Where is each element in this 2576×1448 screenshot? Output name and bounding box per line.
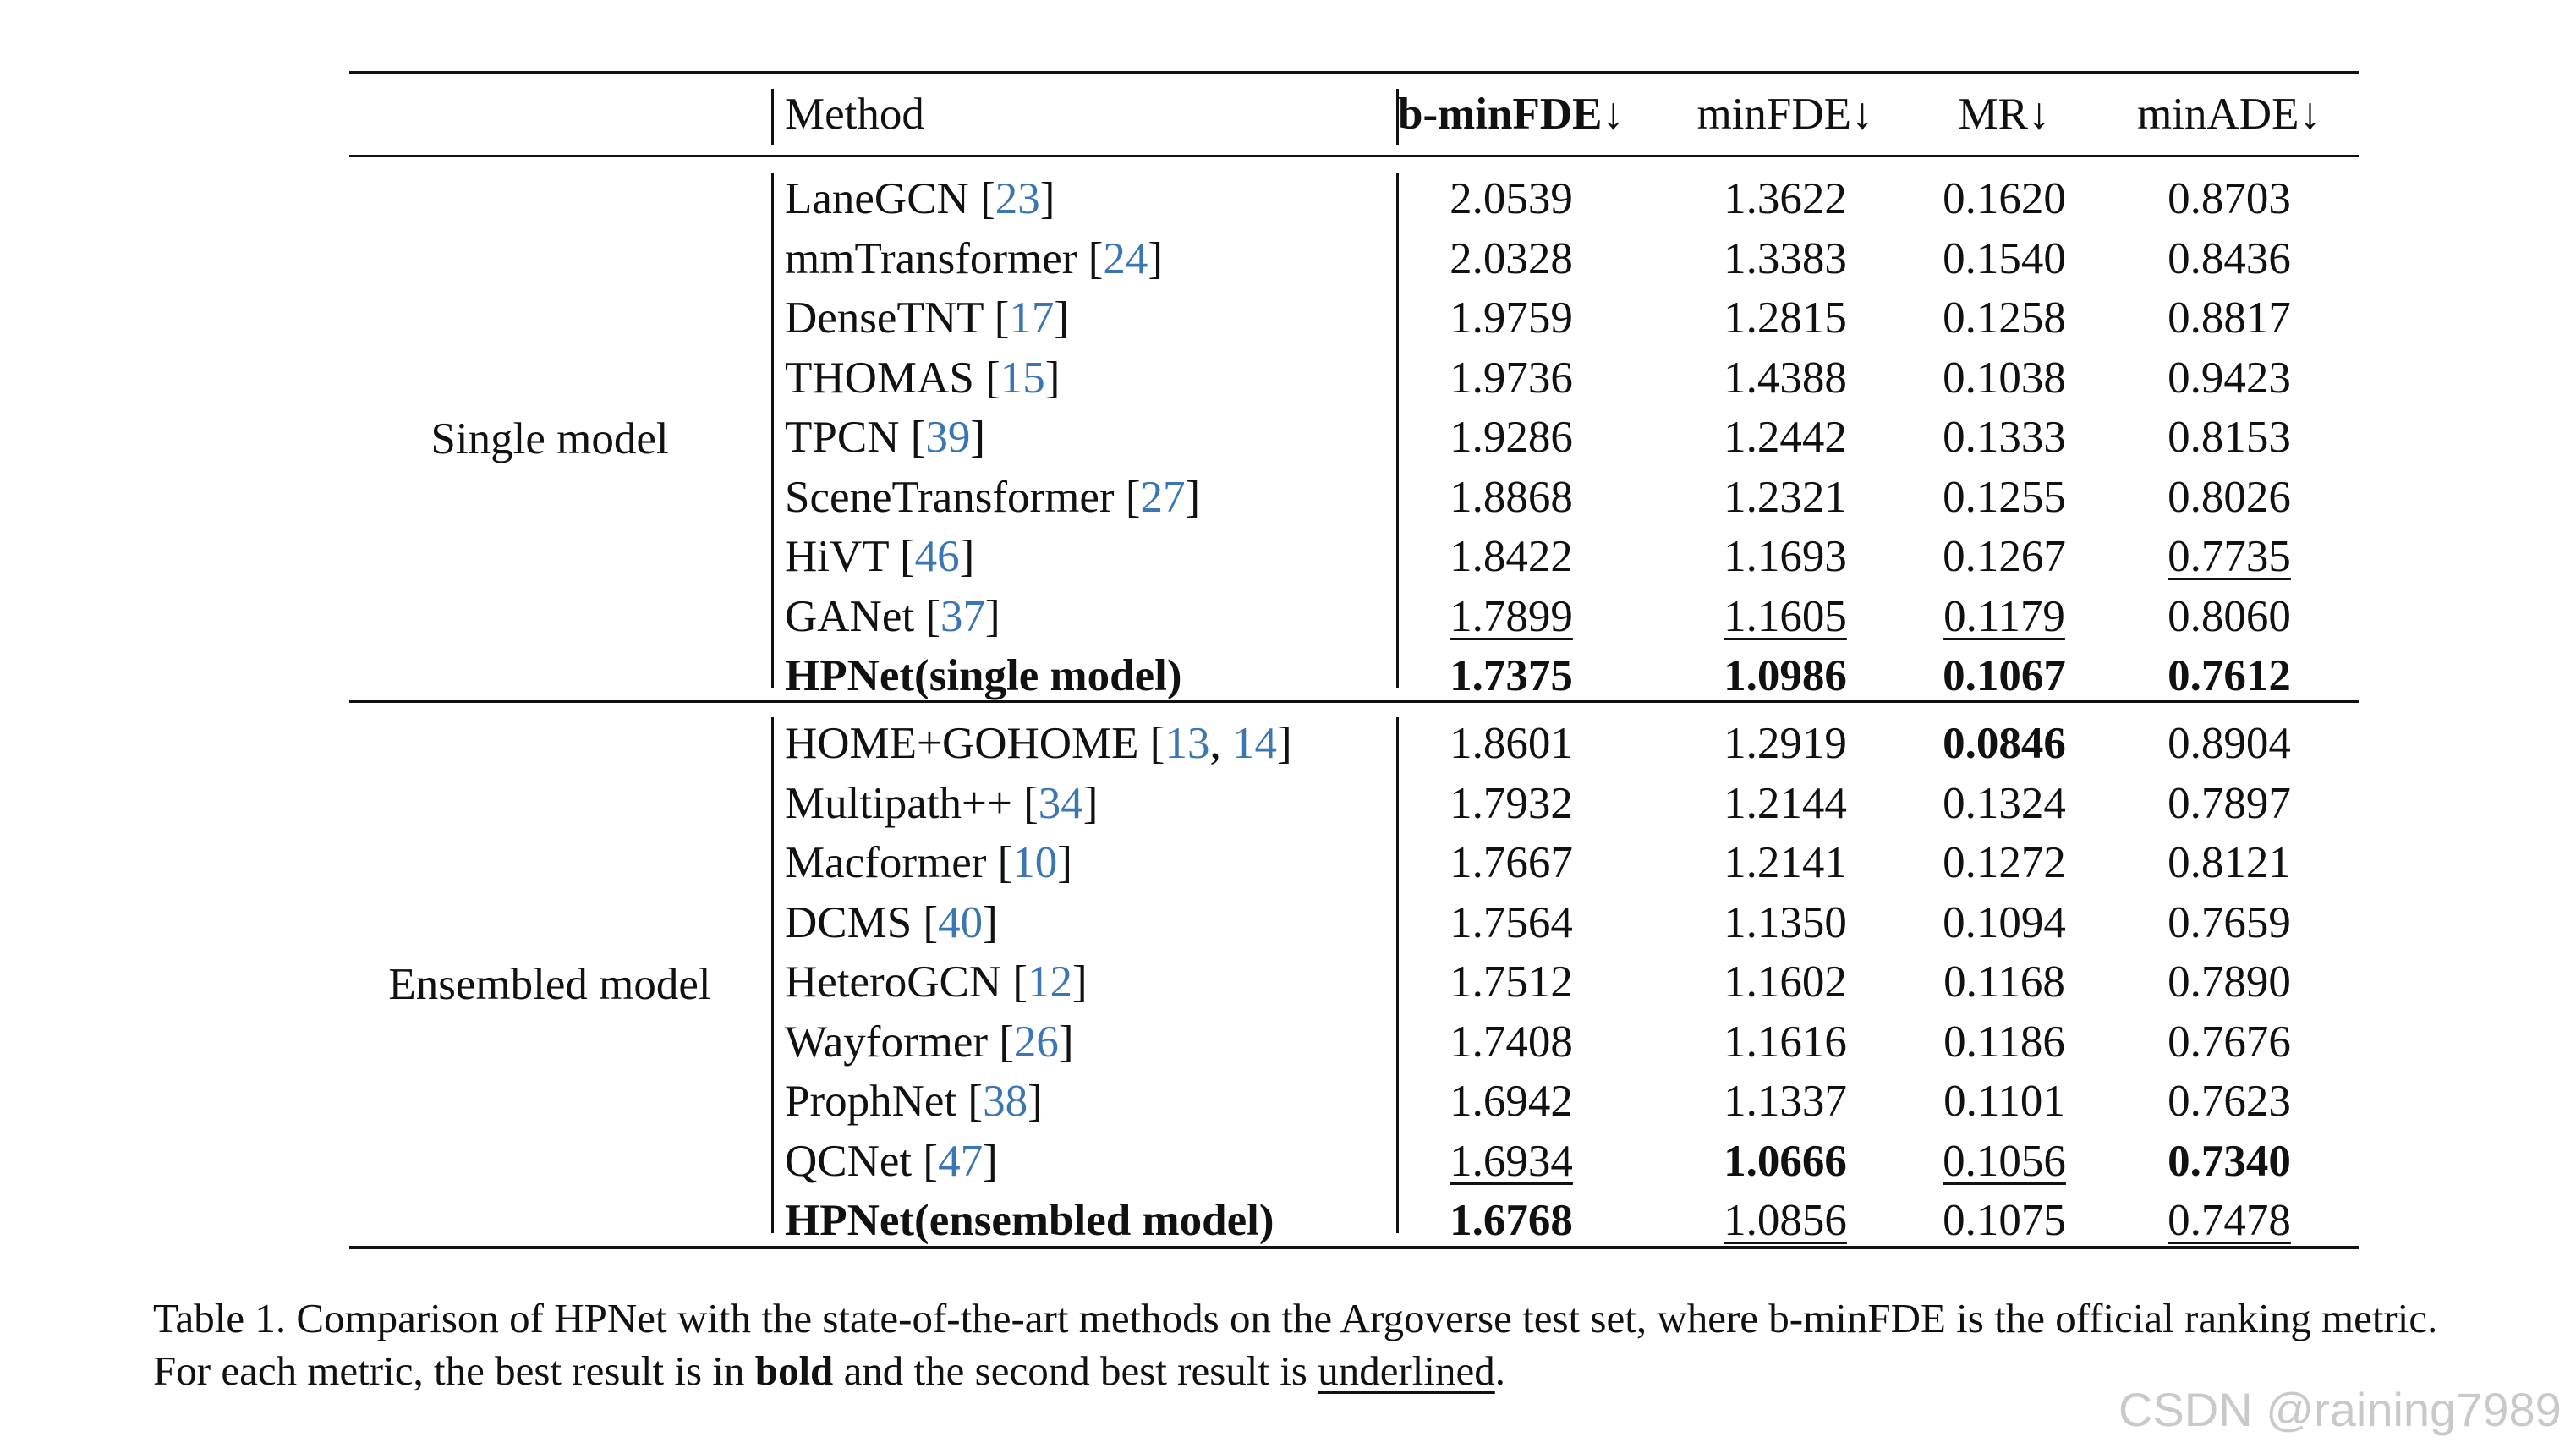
b-minfde-value: 1.6768: [1450, 1196, 1573, 1245]
caption-text: .: [1494, 1347, 1506, 1394]
b-minfde-value: 2.0328: [1450, 234, 1573, 283]
minade-value-cell: [2128, 528, 2331, 585]
mr-value: 0.1333: [1943, 413, 2066, 462]
b-minfde-value-cell: [1410, 469, 1613, 526]
minfde-value-cell: [1684, 170, 1887, 228]
citation-ref: 37: [940, 592, 985, 641]
b-minfde-value-cell: [1410, 230, 1613, 288]
citation-bracket: [: [980, 174, 995, 223]
header-rule: [349, 155, 2359, 157]
minade-value-cell: [2128, 834, 2331, 891]
citation-ref: 14: [1231, 719, 1277, 768]
mr-value-cell: [1903, 230, 2106, 288]
group-label: Single model: [430, 414, 669, 463]
method-cell: [785, 953, 1088, 1011]
minade-value-cell: [2128, 953, 2331, 1011]
b-minfde-value-cell: [1410, 894, 1613, 952]
b-minfde-value-cell: [1410, 170, 1613, 228]
citation-bracket: ]: [1058, 1017, 1074, 1067]
minade-value: 0.8153: [2168, 413, 2291, 462]
method-name: QCNet: [785, 1137, 924, 1186]
method-name: DenseTNT: [785, 293, 995, 343]
method-name: HeteroGCN: [785, 957, 1013, 1006]
b-minfde-value-cell: [1410, 1072, 1613, 1130]
mr-value-cell: [1903, 1072, 2106, 1130]
method-cell: [785, 230, 1163, 288]
b-minfde-value-cell: [1410, 528, 1613, 585]
b-minfde-value-cell: [1410, 588, 1613, 645]
b-minfde-value-cell: [1410, 289, 1613, 347]
minade-value-cell: [2128, 469, 2331, 526]
mr-value-cell: [1903, 715, 2106, 772]
header-minfde: minFDE↓: [1696, 90, 1874, 139]
citation-bracket: ]: [1185, 473, 1201, 522]
b-minfde-value: 1.8601: [1450, 719, 1573, 768]
minade-value: 0.7676: [2168, 1017, 2291, 1067]
citation-bracket: [: [1149, 719, 1165, 768]
citation-bracket: [: [994, 293, 1010, 343]
b-minfde-value: 1.6934: [1450, 1137, 1573, 1186]
minfde-value: 1.0666: [1724, 1137, 1847, 1186]
b-minfde-value-cell: [1410, 1192, 1613, 1249]
citation-bracket: [: [925, 592, 940, 641]
method-cell: [785, 1192, 1274, 1249]
citation-ref: 13: [1165, 719, 1210, 768]
method-name: mmTransformer: [785, 234, 1088, 283]
citation-bracket: [: [923, 1137, 939, 1186]
method-name: TPCN: [785, 413, 911, 462]
minfde-value: 1.1350: [1724, 898, 1847, 947]
group-label: Ensembled model: [388, 960, 711, 1009]
citation-ref: 46: [914, 532, 960, 581]
method-name: Multipath++: [785, 779, 1024, 828]
minfde-value: 1.2442: [1724, 413, 1847, 462]
minade-value: 0.7897: [2168, 779, 2291, 828]
mr-value: 0.0846: [1943, 719, 2066, 768]
citation-bracket: ]: [984, 592, 1000, 641]
minade-value: 0.8121: [2168, 838, 2291, 887]
method-cell: [785, 647, 1182, 705]
citation-bracket: ]: [983, 898, 998, 947]
mr-value-cell: [1903, 834, 2106, 891]
mr-value-cell: [1903, 1013, 2106, 1071]
b-minfde-value: 1.8868: [1450, 473, 1573, 522]
mr-value: 0.1540: [1943, 234, 2066, 283]
minfde-value-cell: [1684, 528, 1887, 585]
minade-value: 0.7623: [2168, 1077, 2291, 1126]
minfde-value: 1.3383: [1724, 234, 1847, 283]
minfde-value-cell: [1684, 1133, 1887, 1190]
minade-value: 0.8060: [2168, 592, 2291, 641]
method-cell: [785, 349, 1060, 407]
minfde-value: 1.2815: [1724, 293, 1847, 343]
column-divider: [771, 173, 774, 688]
method-name: Macformer: [785, 838, 998, 887]
citation-bracket: [: [910, 413, 926, 462]
minfde-value-cell: [1684, 289, 1887, 347]
mr-value: 0.1094: [1943, 898, 2066, 947]
citation-bracket: [: [985, 354, 1000, 403]
header-minade: minADE↓: [2137, 90, 2321, 139]
citation-bracket: [: [923, 898, 939, 947]
minfde-value-cell: [1684, 715, 1887, 772]
citation-bracket: ]: [959, 532, 975, 581]
mr-value: 0.1075: [1943, 1196, 2066, 1245]
minade-value-cell: [2128, 894, 2331, 952]
mr-value: 0.1620: [1943, 174, 2066, 223]
method-cell: [785, 289, 1069, 347]
minade-value: 0.8904: [2168, 719, 2291, 768]
minfde-value-cell: [1684, 1072, 1887, 1130]
mr-value: 0.1258: [1943, 293, 2066, 343]
mr-value-cell: [1903, 409, 2106, 466]
citation-bracket: ]: [1148, 234, 1164, 283]
minade-value-cell: [2128, 1192, 2331, 1249]
minade-value-cell: [2128, 647, 2331, 705]
method-name: GANet: [785, 592, 926, 641]
citation-ref: 27: [1140, 473, 1186, 522]
citation-ref: 24: [1103, 234, 1148, 283]
minfde-value: 1.2144: [1724, 779, 1847, 828]
minfde-value-cell: [1684, 409, 1887, 466]
citation-ref: 34: [1038, 779, 1083, 828]
b-minfde-value: 1.6942: [1450, 1077, 1573, 1126]
citation-ref: 23: [995, 174, 1040, 223]
mr-value-cell: [1903, 894, 2106, 952]
method-cell: [785, 1133, 998, 1190]
minfde-value-cell: [1684, 647, 1887, 705]
method-name: Wayformer: [785, 1017, 1000, 1067]
method-name: ProphNet: [785, 1077, 968, 1126]
minade-value-cell: [2128, 775, 2331, 832]
b-minfde-value-cell: [1410, 349, 1613, 407]
b-minfde-value-cell: [1410, 1133, 1613, 1190]
citation-ref: 26: [1013, 1017, 1059, 1067]
citation-bracket: [: [999, 1017, 1014, 1067]
mr-value-cell: [1903, 170, 2106, 228]
mr-value-cell: [1903, 289, 2106, 347]
b-minfde-value: 1.9736: [1450, 354, 1573, 403]
minfde-value-cell: [1684, 894, 1887, 952]
mr-value-cell: [1903, 647, 2106, 705]
minade-value: 0.7478: [2168, 1196, 2291, 1245]
minfde-value-cell: [1684, 775, 1887, 832]
b-minfde-value-cell: [1410, 1013, 1613, 1071]
mr-value: 0.1272: [1943, 838, 2066, 887]
citation-bracket: ]: [1072, 957, 1088, 1006]
citation-bracket: [: [899, 532, 915, 581]
b-minfde-value-cell: [1410, 775, 1613, 832]
method-cell: [785, 775, 1098, 832]
method-cell: [785, 469, 1200, 526]
minfde-value: 1.1616: [1724, 1017, 1847, 1067]
watermark: CSDN @raining7989: [2118, 1383, 2562, 1436]
mr-value-cell: [1903, 1192, 2106, 1249]
citation-bracket: [: [997, 838, 1013, 887]
table-top-rule: [349, 71, 2359, 74]
citation-ref: 38: [983, 1077, 1028, 1126]
minfde-value: 1.3622: [1724, 174, 1847, 223]
minade-value: 0.7340: [2168, 1137, 2291, 1186]
minfde-value-cell: [1684, 230, 1887, 288]
mr-value-cell: [1903, 469, 2106, 526]
citation-ref: 39: [925, 413, 971, 462]
caption-underlined-word: underlined: [1318, 1347, 1495, 1394]
b-minfde-value-cell: [1410, 715, 1613, 772]
minfde-value: 1.0986: [1724, 651, 1847, 700]
citation-bracket: ]: [1044, 354, 1061, 403]
b-minfde-value: 1.9286: [1450, 413, 1573, 462]
b-minfde-value-cell: [1410, 409, 1613, 466]
header-mr: MR↓: [1958, 90, 2051, 139]
citation-bracket: ]: [1057, 838, 1072, 887]
minfde-value: 1.0856: [1724, 1196, 1847, 1245]
mr-value: 0.1067: [1943, 651, 2066, 700]
b-minfde-value: 1.7375: [1450, 651, 1573, 700]
minade-value: 0.7659: [2168, 898, 2291, 947]
minfde-value: 1.1605: [1724, 592, 1847, 641]
b-minfde-value: 1.8422: [1450, 532, 1573, 581]
column-divider: [771, 717, 774, 1233]
citation-bracket: ]: [970, 413, 986, 462]
citation-bracket: ]: [1276, 719, 1292, 768]
method-cell: [785, 1072, 1043, 1130]
citation-ref: 15: [1000, 354, 1045, 403]
mr-value: 0.1255: [1943, 473, 2066, 522]
citation-bracket: [: [1125, 473, 1141, 522]
minade-value-cell: [2128, 1133, 2331, 1190]
minfde-value-cell: [1684, 1192, 1887, 1249]
mr-value-cell: [1903, 1133, 2106, 1190]
minade-value: 0.7890: [2168, 957, 2291, 1006]
b-minfde-value-cell: [1410, 647, 1613, 705]
mr-value: 0.1056: [1943, 1137, 2066, 1186]
column-divider: [1396, 173, 1399, 688]
minfde-value: 1.1337: [1724, 1077, 1847, 1126]
minade-value-cell: [2128, 715, 2331, 772]
citation-bracket: [: [967, 1077, 984, 1126]
method-name: THOMAS: [785, 354, 986, 403]
method-cell: [785, 528, 974, 585]
b-minfde-value: 1.7667: [1450, 838, 1573, 887]
minfde-value: 1.2141: [1724, 838, 1847, 887]
method-cell: [785, 715, 1292, 772]
minfde-value-cell: [1684, 588, 1887, 645]
method-cell: [785, 588, 1000, 645]
header-method: Method: [785, 90, 924, 139]
mr-value: 0.1168: [1943, 957, 2065, 1006]
citation-separator: ,: [1209, 719, 1232, 768]
mr-value-cell: [1903, 528, 2106, 585]
method-name: HiVT: [785, 532, 900, 581]
citation-bracket: ]: [983, 1137, 998, 1186]
minade-value: 0.8703: [2168, 174, 2291, 223]
minade-value: 0.9423: [2168, 354, 2291, 403]
method-cell: [785, 170, 1055, 228]
minfde-value: 1.2919: [1724, 719, 1847, 768]
minade-value-cell: [2128, 230, 2331, 288]
citation-bracket: ]: [1039, 174, 1055, 223]
column-divider: [771, 89, 774, 145]
b-minfde-value: 2.0539: [1450, 174, 1573, 223]
method-cell: [785, 894, 998, 952]
minade-value-cell: [2128, 1013, 2331, 1071]
b-minfde-value: 1.9759: [1450, 293, 1573, 343]
minfde-value: 1.1602: [1724, 957, 1847, 1006]
b-minfde-value: 1.7899: [1450, 592, 1573, 641]
b-minfde-value: 1.7564: [1450, 898, 1573, 947]
minfde-value: 1.1693: [1724, 532, 1847, 581]
b-minfde-value-cell: [1410, 953, 1613, 1011]
mr-value: 0.1179: [1943, 592, 2065, 641]
minade-value-cell: [2128, 349, 2331, 407]
mr-value-cell: [1903, 349, 2106, 407]
method-name: HPNet(single model): [785, 651, 1182, 700]
minade-value-cell: [2128, 170, 2331, 228]
citation-bracket: ]: [1082, 779, 1099, 828]
citation-ref: 10: [1012, 838, 1058, 887]
method-cell: [785, 834, 1072, 891]
citation-ref: 47: [938, 1137, 984, 1186]
citation-ref: 40: [938, 898, 984, 947]
header-b-minfde: b-minFDE↓: [1398, 90, 1625, 139]
minade-value: 0.7612: [2168, 651, 2291, 700]
citation-bracket: [: [1088, 234, 1104, 283]
minfde-value-cell: [1684, 469, 1887, 526]
minfde-value-cell: [1684, 834, 1887, 891]
caption-bold-word: bold: [754, 1347, 834, 1394]
method-name: HOME+GOHOME: [785, 719, 1150, 768]
method-name: HPNet(ensembled model): [785, 1196, 1274, 1245]
citation-bracket: [: [1012, 957, 1028, 1006]
caption-text: and the second best result is: [833, 1347, 1318, 1394]
mr-value: 0.1186: [1943, 1017, 2065, 1067]
caption-line-1: Table 1. Comparison of HPNet with the state-of-the-art methods on the Argoverse test set, where b-minFDE is the official ranking metric.: [153, 1295, 2438, 1341]
minade-value: 0.7735: [2168, 532, 2291, 581]
minade-value-cell: [2128, 289, 2331, 347]
method-cell: [785, 1013, 1074, 1071]
b-minfde-value: 1.7408: [1450, 1017, 1573, 1067]
minade-value-cell: [2128, 409, 2331, 466]
minade-value-cell: [2128, 1072, 2331, 1130]
citation-bracket: ]: [1028, 1077, 1043, 1126]
caption-text: For each metric, the best result is in: [153, 1347, 755, 1394]
method-name: DCMS: [785, 898, 924, 947]
b-minfde-value: 1.7932: [1450, 779, 1573, 828]
minade-value-cell: [2128, 588, 2331, 645]
citation-bracket: ]: [1054, 293, 1070, 343]
minfde-value-cell: [1684, 1013, 1887, 1071]
minade-value: 0.8026: [2168, 473, 2291, 522]
minade-value: 0.8817: [2168, 293, 2291, 343]
mr-value-cell: [1903, 953, 2106, 1011]
b-minfde-value: 1.7512: [1450, 957, 1573, 1006]
mr-value: 0.1101: [1943, 1077, 2065, 1126]
b-minfde-value-cell: [1410, 834, 1613, 891]
citation-ref: 12: [1028, 957, 1073, 1006]
mr-value: 0.1267: [1943, 532, 2066, 581]
minfde-value: 1.2321: [1724, 473, 1847, 522]
citation-bracket: [: [1023, 779, 1039, 828]
citation-ref: 17: [1009, 293, 1055, 343]
method-name: SceneTransformer: [785, 473, 1126, 522]
method-name: LaneGCN: [785, 174, 981, 223]
mr-value: 0.1038: [1943, 354, 2066, 403]
mr-value: 0.1324: [1943, 779, 2066, 828]
mr-value-cell: [1903, 588, 2106, 645]
minfde-value-cell: [1684, 349, 1887, 407]
minfde-value: 1.4388: [1724, 354, 1847, 403]
minade-value: 0.8436: [2168, 234, 2291, 283]
mr-value-cell: [1903, 775, 2106, 832]
minfde-value-cell: [1684, 953, 1887, 1011]
method-cell: [785, 409, 985, 466]
column-divider: [1396, 717, 1399, 1233]
